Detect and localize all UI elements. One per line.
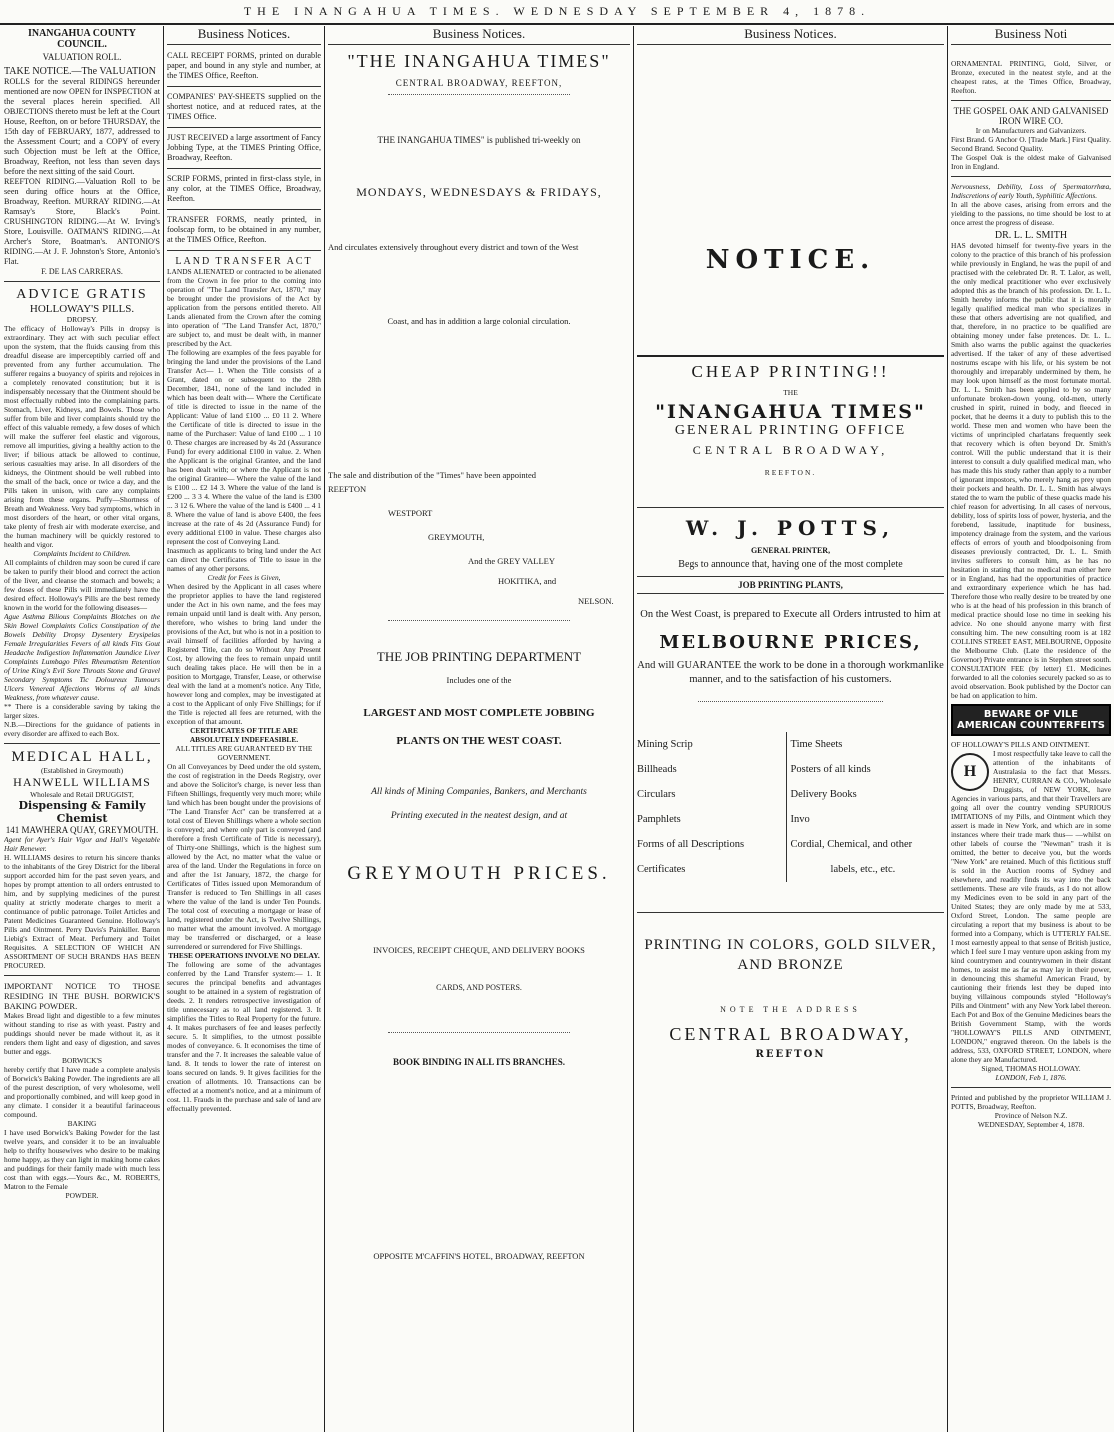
baking-heading: BAKING [67, 1119, 97, 1128]
town-grey-valley: And the GREY VALLEY [468, 556, 555, 566]
divider [388, 1032, 569, 1033]
holloway-pills-title: HOLLOWAY'S PILLS. [29, 303, 135, 315]
potts-name: W. J. POTTS, [685, 516, 896, 540]
holloway-trademark-logo: H [951, 753, 989, 791]
fee-examples: The following are examples of the fees payable for bringing the land under the provisions of the Land Transfer Act— 1. When the Title consists of a Grant, dated on or subsequent to the 28th December, 1841, none of the land included in which has been dealt with— Where the Certificate of title is directed to issue in the name of the Applicant: Value of land £100 ... £0 11 2. Where the Certificate of title is directed to issue in the name of the Purchaser: Value of land £100 ... 1 10 0. These charges are increased by 4s 2d (Assurance Fund) for every additional £100 in value. 2. When the Applicant is the original Grantee, and the land has been dealt with; or where the Applicant is not the original Grantee— Where the value of the land is £100 ... £2 14 3. Where the value of the land is £200 ... 3 3 4. Where the value of the land is £300 ... 3 12 6. Where the value of the land is £400 ... 4 1 8. Where the value of land is above £400, the fees increase at the rate of 4s 2d (Assurance Fund) for every additional £100 in value. These charges also represent the cost of Conveying Land. [167, 348, 321, 546]
job-printing-plants: JOB PRINTING PLANTS, [637, 576, 944, 594]
coast-line: Coast, and has in addition a large colonial circulation. [387, 316, 571, 326]
general-printing-office: GENERAL PRINTING OFFICE [674, 423, 907, 438]
west-coast-line: On the West Coast, is prepared to Execute all Orders intrusted to him at [640, 609, 941, 620]
gospel-note: The Gospel Oak is the oldest make of Galvanised Iron in England. [951, 153, 1111, 171]
directions-note: N.B.—Directions for the guidance of patients in every disorder are affixed to each Box. [4, 720, 160, 738]
land-transfer-body: LANDS ALIENATED or contracted to be alienated from the Crown in fee prior to the coming into operation of "The Land Transfer Act, 1870," may be brought under the provisions of the Act by application from the persons entitled thereto. All Lands alienated from the Crown after the coming into operation of "The Land Transfer Act, 1870," are subject to, and must be dealt with, in manner prescribed by the Act. [167, 267, 321, 348]
central-broadway: CENTRAL BROADWAY, [692, 443, 889, 457]
certificates-heading: CERTIFICATES OF TITLE ARE ABSOLUTELY INDEFEASIBLE. [189, 726, 299, 744]
list-item: Cordial, Chemical, and other [790, 839, 913, 850]
general-printer: GENERAL PRINTER, [750, 546, 831, 555]
province-line: Province of Nelson N.Z. [994, 1111, 1068, 1120]
nervous-body: In all the above cases, arising from errors and the yielding to the passions, no time should be lost to at once arrest the progress of disease. [951, 200, 1111, 227]
melbourne-prices: MELBOURNE PRICES, [659, 632, 922, 653]
list-item: Time Sheets [790, 739, 843, 750]
dropsy-body: The efficacy of Holloway's Pills in dropsy is extraordinary. They act with such peculiar effect upon the system, that the fluids causing from this dreadful disease are imperceptibly carried off and prevented from any further accumulation. The sufferer regains a buoyancy of spirits and rejoices in a completely renovated constitution; but it is indispensably necessary that the Ointment should be most effectually rubbed into the complaining parts. Stomach, Liver, Kidneys, and Bowels. Those who suffer from bile and liver complaints should try the effect of this valuable remedy, a few doses of which will make the sufferer feel elastic and vigorous, remove all impurities, giving a healthy action to the liver; if bilious attack be allowed to continue, serious casualties may arise. In all disorders of the kidneys, the Ointment should be well rubbed into the small of the back, once or twice a day, and the Pills taken in unison, with care any complaints arising from these organs. Puffy—Shortness of Breath and Weakness. Very bad symptoms, which in most disorders of the heart, or other vital organs, take plenty of fresh air with moderate exercise, and the human machinery will be quickly restored to health and vigor. [4, 324, 160, 549]
job-printing-title: THE JOB PRINTING DEPARTMENT [376, 649, 582, 664]
list-item: Invo [790, 814, 810, 825]
central-broadway-address: CENTRAL BROADWAY, [669, 1024, 912, 1044]
smith-body: HAS devoted himself for twenty-five years in the colony to the practice of this branch of his profession while previously in England, he was the pupil of and practised with the celebrated Dr. R. T. Lalor, as well, the only medical practitioner who ever exclusively adopted this as the branch of his profession. Dr. L. L. Smith hereby informs the public that it is morally legally qualified medical man who specializes in these that others advertising are not qualified, and that, therefore, in no practice to be qualified are obtaining money under false pretences. Dr. L. L. Smith also warns the public against the quackeries advertised. If the taker of any of these advertised nostrums escape with his life, or his system be not thoroughly and irreparably undermined by them, he may look upon himself as the most fortunate mortal. Dr. L. L. Smith has been applied to by so many unfortunate broken-down young, old-men, utterly crushed in spirit, ruined in body, and fleeced in pocket, that he deems it a duty to publish this to the world. These men and women who have been the victims of unprincipled charlatans frequently seek that recovery which is often beyond Dr. Smith's control. Will the public understand that it is their interest to consult a duly qualified medical man, who has made this his study rather than apply to a number of ignorant impostors, who merely hang as prey upon their pockets and health. Dr. L. L. Smith has always stated the to warn the public of these quacks made his chief reason for advertising. In all cases of nervous, debility, loss of spirits loss of power, hysteria, and the forebend, lassitude, inaptitude for business, impotency drainage from the system, and the various effects of errors of youth and bloodpoisoning from diseases previously contracted, Dr. L. L. Smith invites sufferers to consult him, as he has no hesitation in stating that no medical man either here or in England, has had the opportunities of practice and extraordinary experience which he has had. Therefore those who really desire to be treated by one who is at the head of his profession in this branch of medical practice should lose no time in seeking his advice. No one should anyone marry with first consulting him. The new consulting room is at 182 COLLINS STREET EAST, MELBOURNE, Opposite the Melbourne Club. (Late the residence of the Governor) Private entrance is in Stephen street south. CONSULTATION FEE (by letter) £1. Medicines forwarded to all the colonies securely packed so as to avoid observation. Book published by the Doctor can be had on application to him. [951, 241, 1111, 700]
divider [637, 355, 944, 357]
hanwell-williams: HANWELL WILLIAMS [13, 775, 151, 789]
column-heading: Business Noti [951, 26, 1111, 45]
disease-table: Ague Asthma Bilious Complaints Blotches on the Skin Bowel Complaints Colics Constipation of the Bowels Debility Dropsy Dysentery Erysipelas Female Irregularities Fevers of all kinds Fits Gout Headache Indigestion Inflammation Jaundice Liver Complaints Lumbago Piles Rheumatism Retention of Urine King's Evil Sore Throats Stone and Gravel Secondary Symptoms Tic Doloureux Tumours Ulcers Venereal Affections Worms of all kinds Weakness, from whatever cause. [4, 612, 160, 702]
council-heading: INANGAHUA COUNTY COUNCIL. [27, 28, 137, 50]
inasmuch-note: Inasmuch as applicants to bring land under the Act can direct the Certificates of Title to issue in the names of any other persons. [167, 546, 321, 573]
town-westport: WESTPORT [388, 508, 433, 518]
divider [167, 209, 321, 210]
credit-heading: Credit for Fees is Given, [207, 573, 281, 582]
sale-line: The sale and distribution of the "Times" have been appointed [328, 470, 536, 480]
divider [167, 250, 321, 251]
scrip-forms-ad: SCRIP FORMS, printed in first-class style, in any color, at the TIMES Office, Broadway, Reefton. [167, 174, 321, 203]
masthead: THE INANGAHUA TIMES. WEDNESDAY SEPTEMBER 4, 1878. [243, 4, 871, 18]
notice-title: NOTICE. [705, 245, 876, 275]
top-rule [0, 23, 1114, 25]
holloway-signature: Signed, THOMAS HOLLOWAY. [981, 1064, 1081, 1073]
holloway-date: LONDON, Feb 1, 1876. [995, 1073, 1067, 1082]
cheap-printing: CHEAP PRINTING!! [691, 362, 890, 381]
bookbinding-line: BOOK BINDING IN ALL ITS BRANCHES. [392, 1057, 566, 1067]
opposite-address: OPPOSITE M'CAFFIN'S HOTEL, BROADWAY, REEFTON [373, 1251, 585, 1261]
saving-note: ** There is a considerable saving by taking the larger sizes. [4, 702, 160, 720]
smith-title: DR. L. L. SMITH [994, 230, 1068, 241]
column-divider [633, 26, 634, 1432]
gospel-oak-sub: Ir on Manufacturers and Galvanizers. [975, 126, 1087, 135]
imprint: Printed and published by the proprietor WILLIAM J. POTTS, Broadway, Reefton. [951, 1093, 1111, 1111]
guaranteed-heading: ALL TITLES ARE GUARANTEED BY THE GOVERNMENT. [175, 744, 313, 762]
invoices-line: INVOICES, RECEIPT CHEQUE, AND DELIVERY BOOKS [373, 945, 585, 955]
divider [4, 743, 160, 744]
brands-line: First Brand. G Anchor O. [Trade Mark.] First Quality. Second Brand. Second Quality. [951, 135, 1111, 153]
largest-line: LARGEST AND MOST COMPLETE JOBBING [363, 707, 595, 719]
the-line: THE [783, 388, 798, 397]
important-notice-body: Makes Bread light and digestible to a few minutes without standing to rise as with yeast. Pastry and puddings should never be made without it, as it renders them light and easy of digestion, and saves butter and eggs. [4, 1011, 160, 1056]
divider [951, 100, 1111, 101]
service-lists [637, 732, 944, 882]
williams-body: H. WILLIAMS desires to return his sincere thanks to the inhabitants of the Grey District for the liberal support accorded him for the past seven years, and hopes by prompt attention to all orders entrusted to him, and by supplying medicines of the purest quality at strictly moderate charges to merit a continuance of public patronage. Toilet Articles and Patent Medicines Guaranteed Genuine. Holloway's Pills and Ointment. Perry Davis's Painkiller. Baron Liebig's Extract of Meat. Perfumery and Toilet Requisites. A SELECTION OF WHICH AN ASSORTMENT OF SUCH BRANDS HAS BEEN PROCURED. [4, 853, 160, 970]
inangahua-times: "INANGAHUA TIMES" [655, 401, 926, 423]
important-notice-title: IMPORTANT NOTICE TO THOSE RESIDING IN THE BUSH. BORWICK'S BAKING POWDER. [4, 981, 160, 1011]
dispensing-chemist: Dispensing & Family Chemist [18, 799, 146, 825]
list-item: Certificates [637, 864, 686, 875]
nervous-heading: Nervousness, Debility, Loss of Spermatorrhœa, Indiscretions of early Youth, Syphilitic Affections. [951, 182, 1111, 200]
list-item: Pamphlets [637, 814, 681, 825]
column-5 [951, 26, 1111, 1426]
column-3 [328, 26, 630, 1426]
town-reefton: REEFTON [328, 484, 367, 494]
holloway-body: I most respectfully take leave to call the attention of the inhabitants of Australasia to the fact that Messrs. HENRY, CURRAN & CO., Wholesale Druggists, of NEW YORK, have Agencies in various parts, and that their Travellers are going all over the country vending SPURIOUS IMITATIONS of my Pills, and Ointment which they assert is made in New York, and which are in some instances where their trade mark thus— —whilst on other labels of course the "Newman" trash it is omitted, the better to deceive you, but the words "New York" are retained. Much of this fictitious stuff is sold in the Auction rooms of Sydney and elsewhere, and readily finds its way into the back settlements. These are vile frauds, as I do not allow my Medicines even to be sold in any part of the United States; they are only made by me at 533, Oxford Street, London. The same people are circulating a report that my business is about to be formed into a Company, which is UTTERLY FALSE. I most earnestly appeal to that sense of British justice, which I feel sure I may venture upon asking from my kind countrymen and countrywomen in their distant homes, to assist me as far as may lay in their power, in denouncing this shameful American Fraud, by cautioning their friends lest they be duped into buying villainous compounds styled "Holloway's Pills and Ointment" with any New York label thereon. Each Pot and Box of the Genuine Medicines bears the British Government Stamp, with the words "HOLLOWAY'S PILLS AND OINTMENT, LONDON," engraved thereon. On the labels is the address, 533, OXFORD STREET, LONDON, where alone they are Manufactured. [951, 749, 1111, 1064]
ridings-list: REEFTON RIDING.—Valuation Roll to be seen during office hours at the Office, Broadway, Reefton. MURRAY RIDING.—At Ramsay's Store, Black's Point. CRUSHINGTON RIDING.—At W. Irving's Store, Louisville. OATMAN'S RIDING.—At Archer's Store, Boatman's. ANTONIO'S RIDING.—At J. F. Johnston's Store, Antonio's Flat. [4, 177, 160, 266]
gospel-oak-title: THE GOSPEL OAK AND GALVANISED IRON WIRE CO. [953, 106, 1109, 126]
column-heading: Business Notices. [167, 26, 321, 45]
take-notice-body: ROLLS for the several RIDINGS hereunder mentioned are now OPEN for INSPECTION at the several places herein specified. All OBJECTIONS thereto must be left at the Court House, Reefton, on or before THURSDAY, the 15th day of FEBRUARY, 1877, addressed to the Assessment Court; and a COPY of every such Objection must be left at the Office, Broadway, Reefton, not less than seven days before the next sitting of the said Court. [4, 77, 160, 176]
column-heading: Business Notices. [637, 26, 944, 45]
divider [167, 86, 321, 87]
just-received-ad: JUST RECEIVED a large assortment of Fancy Jobbing Type, at the TIMES Printing Office, Broadway, Reefton. [167, 133, 321, 162]
divider [167, 127, 321, 128]
list-item: Billheads [637, 764, 677, 775]
all-kinds-line: All kinds of Mining Companies, Bankers, and Merchants [371, 787, 587, 797]
begs-line: Begs to announce that, having one of the most complete [678, 559, 903, 570]
divider [4, 975, 160, 976]
service-list-right [786, 732, 944, 882]
divider [637, 507, 944, 508]
medical-hall-title: MEDICAL HALL, [11, 749, 153, 765]
greymouth-prices: GREYMOUTH PRICES. [347, 863, 611, 884]
divider [951, 176, 1111, 177]
list-item: Circulars [637, 789, 676, 800]
beware-banner: BEWARE OF VILE AMERICAN COUNTERFEITS [951, 704, 1111, 736]
town-greymouth: GREYMOUTH, [428, 532, 485, 542]
note-address: NOTE THE ADDRESS [720, 1005, 861, 1014]
holloway-title: OF HOLLOWAY'S PILLS AND OINTMENT. [951, 740, 1090, 749]
list-item: labels, etc., etc. [830, 864, 896, 875]
published-line: THE INANGAHUA TIMES" is published tri-weekly on [377, 135, 581, 145]
valuation-roll-heading: VALUATION ROLL. [42, 52, 122, 62]
divider [951, 1087, 1111, 1088]
ornamental-ad: ORNAMENTAL PRINTING, Gold, Silver, or Bronze, executed in the neatest style, and at the cheapest rates, at the Times Office, Broadway, Reefton. [951, 59, 1111, 95]
plants-line: PLANTS ON THE WEST COAST. [396, 735, 562, 747]
publication-days: MONDAYS, WEDNESDAYS & FRIDAYS, [356, 185, 602, 199]
list-item: Delivery Books [790, 789, 857, 800]
service-list-left [637, 732, 786, 882]
reefton-line: REEFTON. [764, 468, 817, 477]
borwicks-body: hereby certify that I have made a complete analysis of Borwick's Baking Powder. The ingredients are all of the purest description, of very wholesome, well and proportionally combined, and will keep good in any climate. I consider it a beautiful farinaceous compound. [4, 1065, 160, 1119]
reefton-address: REEFTON [755, 1049, 826, 1060]
established-note: (Established in Greymouth) [40, 766, 124, 775]
town-nelson: NELSON. [578, 596, 614, 606]
cards-line: CARDS, AND POSTERS. [436, 983, 522, 992]
advice-gratis: ADVICE GRATIS [16, 287, 148, 302]
agent-line: Agent for Ayer's Hair Vigor and Hall's Vegetable Hair Renewer. [4, 835, 160, 853]
neatest-line: Printing executed in the neatest design, and at [390, 811, 568, 821]
circulation-line: And circulates extensively throughout every district and town of the West [328, 242, 579, 252]
column-divider [947, 26, 948, 1432]
baking-body: I have used Borwick's Baking Powder for the last twelve years, and consider it to be an invaluable help to thrifty housewives who desire to be making home happy, as they can light in making home cakes and puddings for their family made with much less cost than with eggs.—Yours &c., M. ROBERTS, Matron to the Female [4, 1128, 160, 1191]
transfer-forms-ad: TRANSFER FORMS, neatly printed, in foolscap form, to be obtained in any number, at the TIMES Office, Reefton. [167, 215, 321, 244]
take-notice-title: TAKE NOTICE.—The VALUATION [4, 66, 156, 77]
borwicks-heading: BORWICK'S [62, 1056, 102, 1065]
column-2 [167, 26, 321, 1426]
divider [388, 620, 569, 621]
powder-heading: POWDER. [65, 1191, 99, 1200]
divider [388, 94, 569, 95]
colors-line: PRINTING IN COLORS, GOLD SILVER, AND BRONZE [644, 937, 937, 973]
list-item: Mining Scrip [637, 739, 693, 750]
signature: F. DE LAS CARRERAS. [41, 267, 123, 276]
operations-body: The following are some of the advantages conferred by the Land Transfer system:— 1. It secures the principal benefits and advantages sought to be attained in a system of registration of deeds. 2. It renders retrospective investigation of title unnecessary as to all land registered. 3. It simplifies the Titles to Real Property for the future. 4. It makes purchasers of fee and leases perfectly secure. 5. It simplifies, to the utmost possible modes of conveyance. 6. It economises the time of transfer and the 7. It increases the saleable value of land. 8. It tends to lower the rate of interest on loans secured on lands. 9. It gives facilities for the creation of allotments. 10. Transactions can be effected at a moment's notice, and at a minimum of cost. 11. Frauds in the purchase and sale of land are effectually prevented. [167, 960, 321, 1113]
column-divider [163, 26, 164, 1432]
column-1 [4, 26, 160, 1426]
children-heading: Complaints Incident to Children. [33, 549, 131, 558]
divider [698, 701, 882, 702]
divider [4, 281, 160, 282]
times-location: CENTRAL BROADWAY, REEFTON, [395, 78, 563, 88]
column-4 [637, 26, 944, 1426]
includes-line: Includes one of the [446, 675, 512, 685]
list-item: Forms of all Descriptions [637, 839, 745, 850]
companies-ad: COMPANIES' PAY-SHEETS supplied on the shortest notice, and at reduced rates, at the TIMES Office. [167, 92, 321, 121]
divider [167, 168, 321, 169]
land-transfer-title: LAND TRANSFER ACT [175, 256, 313, 267]
guaranteed-body: On all Conveyances by Deed under the old system, the cost of registration in the Deeds Registry, over and above the Solicitor's charge, is never less than Fifteen Shillings, frequently very much more; while land which has been bought under the provisions of "The Land Transfer Act" can be transferred at a total cost of Eleven Shillings where a whole section is conveyed; and where only part is conveyed (and therefore a fresh Certificate of Title is necessary), of Thirty-one Shillings, which is the highest sum allowed by the Act, no matter what the value or area of the land. Under the Regulations in force on and after the 1st January, 1872, the charge for Certificates of Titles issued upon Memorandum of Transfer is reduced to Ten Shillings in all cases where the value of the land is under Ten Pounds. The total cost of executing a mortgage or lease of land, registered under the Act, is Twelve Shillings, no matter what the amount involved. A mortgage may be transferred or discharged, or a lease surrendered or surrendered for Five Shillings. [167, 762, 321, 951]
credit-body: When desired by the Applicant in all cases where the proprietor applies to have the land registered under the Act in his own name, and the fees may remain unpaid until land is dealt with. Any person, therefore, who wishes to bring land under the provisions of the Act, but who is not in a position to avail himself of facilities afforded by having a Registered Title, can do so Without Any Present Cost, by allowing the fees to remain unpaid until such dealing takes place. He will then be in a position to Mortgage, Transfer, Lease, or otherwise deal with the land at a moment's notice. Any Title, however long and complex, may be investigated at a cost to the Applicant of only Five Shillings; for if the Title is rejected all fees are returned, with the exception of that amount. [167, 582, 321, 726]
divider [637, 912, 944, 913]
list-item: Posters of all kinds [790, 764, 871, 775]
town-hokitika: HOKITIKA, and [498, 576, 557, 586]
operations-heading: THESE OPERATIONS INVOLVE NO DELAY. [168, 951, 320, 960]
shop-address: 141 MAWHERA QUAY, GREYMOUTH. [5, 825, 159, 835]
children-body: All complaints of children may soon be cured if care be taken to purify their blood and correct the action of the liver, and cleanse the stomach and bowels; a few doses of these Pills will immediately have the desired effect. Holloway's Pills are the best remedy known in the world for the following diseases— [4, 558, 160, 612]
call-receipt-ad: CALL RECEIPT FORMS, printed on durable paper, and bound in any style and number, at the TIMES Office, Reefton. [167, 51, 321, 80]
times-title: "THE INANGAHUA TIMES" [347, 51, 611, 71]
column-divider [324, 26, 325, 1432]
guarantee-line: And will GUARANTEE the work to be done in a thorough workmanlike manner, and to the satisfaction of his customers. [637, 660, 944, 685]
imprint-date: WEDNESDAY, September 4, 1878. [977, 1120, 1085, 1129]
wholesale-line: Wholesale and Retail DRUGGIST, [30, 790, 134, 799]
column-heading: Business Notices. [328, 26, 630, 45]
dropsy-heading: DROPSY. [66, 315, 98, 324]
